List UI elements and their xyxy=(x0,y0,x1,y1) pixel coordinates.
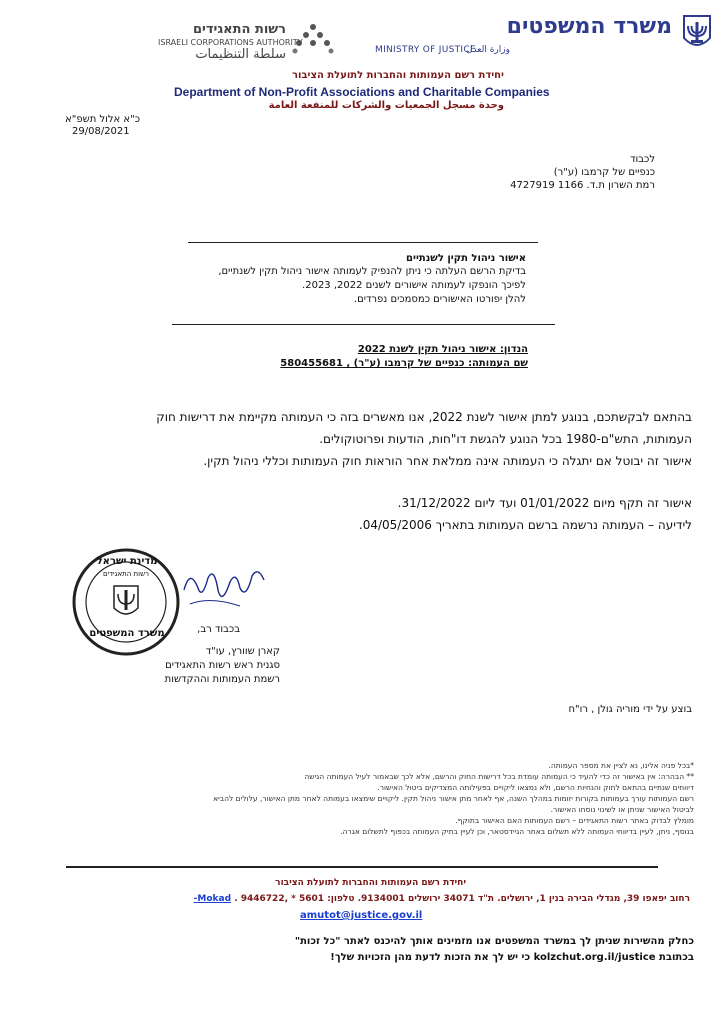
email-link[interactable]: amutot@justice.gov.il xyxy=(300,910,423,921)
body-paragraph-1: בהתאם לבקשתכם, בנוגע למתן אישור לשנת 2022, אנו מאשרים בזה כי העמותה מקיימת את דרישות חוק xyxy=(156,410,692,424)
validity-line: אישור זה תקף מיום 01/01/2022 ועד ליום 31/12/2022. xyxy=(397,496,692,510)
box-line-1: בדיקת הרשם העלתה כי ניתן להנפיק לעמותה אישור ניהול תקין לשנתיים, xyxy=(218,266,526,277)
footer-rule xyxy=(66,866,658,868)
ministry-emblem-icon xyxy=(682,14,712,52)
entity-text: כנפיים של קרמבו (ע"ר) , 580455681 xyxy=(280,358,465,369)
authority-title-ar: سلطة التنظيمات xyxy=(195,47,286,62)
subject-label: הנדון: xyxy=(499,344,528,355)
authority-title-he: רשות התאגידים xyxy=(193,22,286,37)
body-paragraph-2: העמותות, התש"ם-1980 בכל הנוגע להגשת דו"חות, הודעות ופרוטוקולים. xyxy=(319,432,692,446)
footer-unit: יחידת רשם העמותות והחברות לתועלת הציבור xyxy=(275,878,466,888)
subject-line xyxy=(188,344,528,355)
footnote-line: רשם העמותות עורך בעמותות בקורות יזומות במהלך השנה, אף לאחר מתן אישור ניהול תקין. ליקויים שימצאו בעמותה לאחר מתן האישור, עלולים להביא xyxy=(213,794,694,803)
body-paragraph-3: אישור זה יבוטל אם יתגלה כי העמותה אינה ממלאת אחר הוראות חוק העמותות וכללי ניהול תקין. xyxy=(203,454,692,468)
kolzchut-line-1: כחלק מהשירות שניתן לך במשרד המשפטים אנו מזמינים אותך להיכנס לאתר "כל זכות" xyxy=(294,936,694,947)
gregorian-date: 29/08/2021 xyxy=(72,126,130,137)
box-line-2: לפיכך הונפקו לעמותה אישורים לשנים 2022, 2023. xyxy=(302,280,526,291)
stamp-emblem-icon xyxy=(114,586,138,614)
hebrew-date: כ"א אלול תשפ"א xyxy=(65,114,140,125)
ministry-title-en: MINISTRY OF JUSTICE xyxy=(375,45,476,55)
department-title-ar: وحدة مسجل الجمعيات والشركات للمنفعة العامة xyxy=(268,100,504,111)
box-title: אישור ניהול תקין לשנתיים xyxy=(406,253,526,264)
footnote-line: *בכל פניה אלינו, נא לציין את מספר העמותה. xyxy=(548,761,694,770)
signatory-name: קארן שוורץ, עו"ד xyxy=(205,646,280,657)
footnote-line: בנוסף, ניתן, לעיין בדיווחי העמותה ללא תשלום באתר הגיידסטאר, וכן לעיין בתיק העמותה בכפוף לתשלום אגרה. xyxy=(340,827,694,836)
entity-line xyxy=(188,358,528,369)
stamp-text-mid: רשות התאגידים xyxy=(103,570,149,578)
footnote-line: ** הבהרה: אין באישור זה כדי להעיד כי העמותה עומדת בכל דרישות החוק והרשם, אלא לכך שבאמור לעיל העמותה הגישה xyxy=(304,772,694,781)
entity-label: שם העמותה: xyxy=(468,358,528,369)
mokad-link[interactable]: Mokad- xyxy=(193,894,232,904)
footer-address-text: רחוב יפאפו 39, מגדלי הבירה בנין 1, ירושלים. ת"ד 34071 ירושלים 9134001. טלפון: 5601 * ,9446722 . xyxy=(234,894,690,904)
handwritten-signature xyxy=(180,560,270,620)
authority-title-en: ISRAELI CORPORATIONS AUTHORITY xyxy=(158,38,303,47)
stamp-text-top: מדינת ישראל xyxy=(96,556,158,567)
subject-text: אישור ניהול תקין לשנת 2022 xyxy=(357,344,497,355)
box-line-3: להלן יפורטו האישורים כמסמכים נפרדים. xyxy=(353,294,526,305)
stamp-text-bottom: משרד המשפטים xyxy=(89,628,165,639)
recipient-salutation: לכבוד xyxy=(630,154,655,165)
recipient-name: כנפיים של קרמבו (ע"ר) xyxy=(553,167,655,178)
department-title-en: Department of Non-Profit Associations and Charitable Companies xyxy=(174,85,550,99)
footnote-line: דיווחים שנתיים בהתאם לחוק והנחיות הרשם, ולא נמצאו ליקויים בפעילותה המצדיקים ביטול האישור. xyxy=(377,783,694,792)
footer-address xyxy=(70,894,690,904)
department-title-he: יחידת רשם העמותות והחברות לתועלת הציבור xyxy=(291,70,504,81)
footnote-line: לביטול האישור שניתן או לשינוי נוסחו האישור. xyxy=(550,805,694,814)
ministry-title-he: משרד המשפטים xyxy=(506,14,672,39)
footnotes xyxy=(14,760,694,837)
recipient-address: רמת השרון ת.ד. 1166 4727919 xyxy=(510,180,655,191)
signature-regards: בכבוד רב, xyxy=(197,624,240,635)
footnote-line: מומלץ לבדוק באתר רשות התאגידים – רשם העמותות האם האישור בתוקף. xyxy=(455,816,694,825)
kolzchut-line-2[interactable]: בכתובת kolzchut.org.il/justice כי יש לך את הזכות לדעת מהן הזכויות שלך! xyxy=(330,952,694,963)
signatory-role-2: רשמת העמותות וההקדשות xyxy=(164,674,280,685)
box-top-rule xyxy=(188,242,538,243)
executed-by: בוצע על ידי מוריה גולן , רו"ח xyxy=(568,704,692,715)
ministry-title-ar: وزارة العدل xyxy=(466,45,510,55)
signatory-role-1: סגנית ראש רשות התאגידים xyxy=(165,660,280,671)
registration-line: לידיעה – העמותה נרשמה ברשם העמותות בתאריך 04/05/2006. xyxy=(358,518,692,532)
box-bottom-rule xyxy=(172,324,555,325)
